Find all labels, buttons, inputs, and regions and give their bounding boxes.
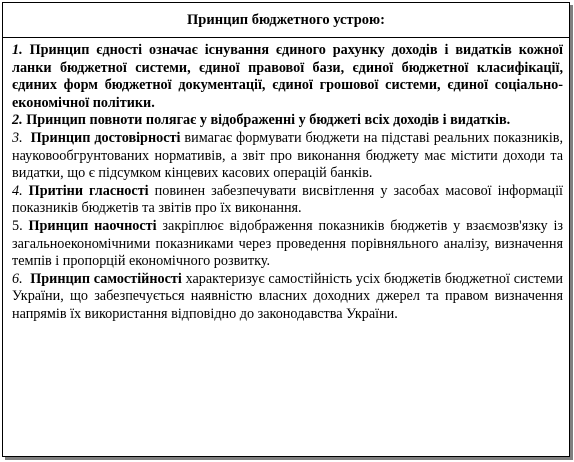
principle-description: повинен забезпечувати висвітлення у засобах масової інформації показників бюджетів та звітів про їх виконання. [12,182,563,217]
principle-item-2 [12,112,563,130]
principle-number: 2. [12,112,23,129]
principle-description: вимагає формувати бюджети на підставі реальних показників, науковообгрунтованих нормативів, а звіт про виконання бюджету має містити доходи та видатки, що є підсумком кінцевих касових операцій банків. [12,129,564,182]
principles-box [2,2,570,457]
principle-term: Притіни гласності [28,182,149,199]
principle-number: 3. [12,129,23,146]
box-header [3,3,569,38]
principle-term: Принцип достовірності [30,129,181,146]
principle-term: Принцип єдності [29,42,143,58]
principle-term: Принцип повноти [26,112,143,129]
principle-description: характеризує самостійність усіх бюджетів бюджетної системи України, що забезпечується наявністю власних доходних джерел та правом визначення напрямів їх використання відповідно до законодавства України. [12,270,563,322]
principle-number: 4. [12,182,23,199]
principle-description: полягає у відображенні у бюджеті всіх доходів і видатків. [142,112,511,129]
principle-item-3 [12,130,563,183]
principle-description: закріплює відображення показників бюджетів у взаємозв'язку із загальноекономічними показниками через проведення порівняльного аналізу, визначення темпів і пропорцій економічного розвитку. [12,217,564,270]
principle-number: 5. [12,217,23,234]
principle-item-4 [12,183,563,218]
principle-item-5 [12,218,563,271]
principle-description: означає існування єдиного рахунку доходів і видатків кожної ланки бюджетної системи, єдиної правової бази, єдиної бюджетної класифікації, єдиних форм бюджетної документації, єдиної грошової системи, єдиної соціально-економічної політики. [12,42,563,111]
principle-term: Принцип самостійності [30,270,182,287]
principles-list [3,38,569,324]
principle-item-6 [12,271,563,324]
principle-number: 1. [12,42,23,58]
box-title: Принцип бюджетного устрою: [187,11,385,28]
principle-item-1 [12,42,563,112]
principle-number: 6. [12,270,23,287]
principle-term: Принцип наочності [28,217,157,234]
